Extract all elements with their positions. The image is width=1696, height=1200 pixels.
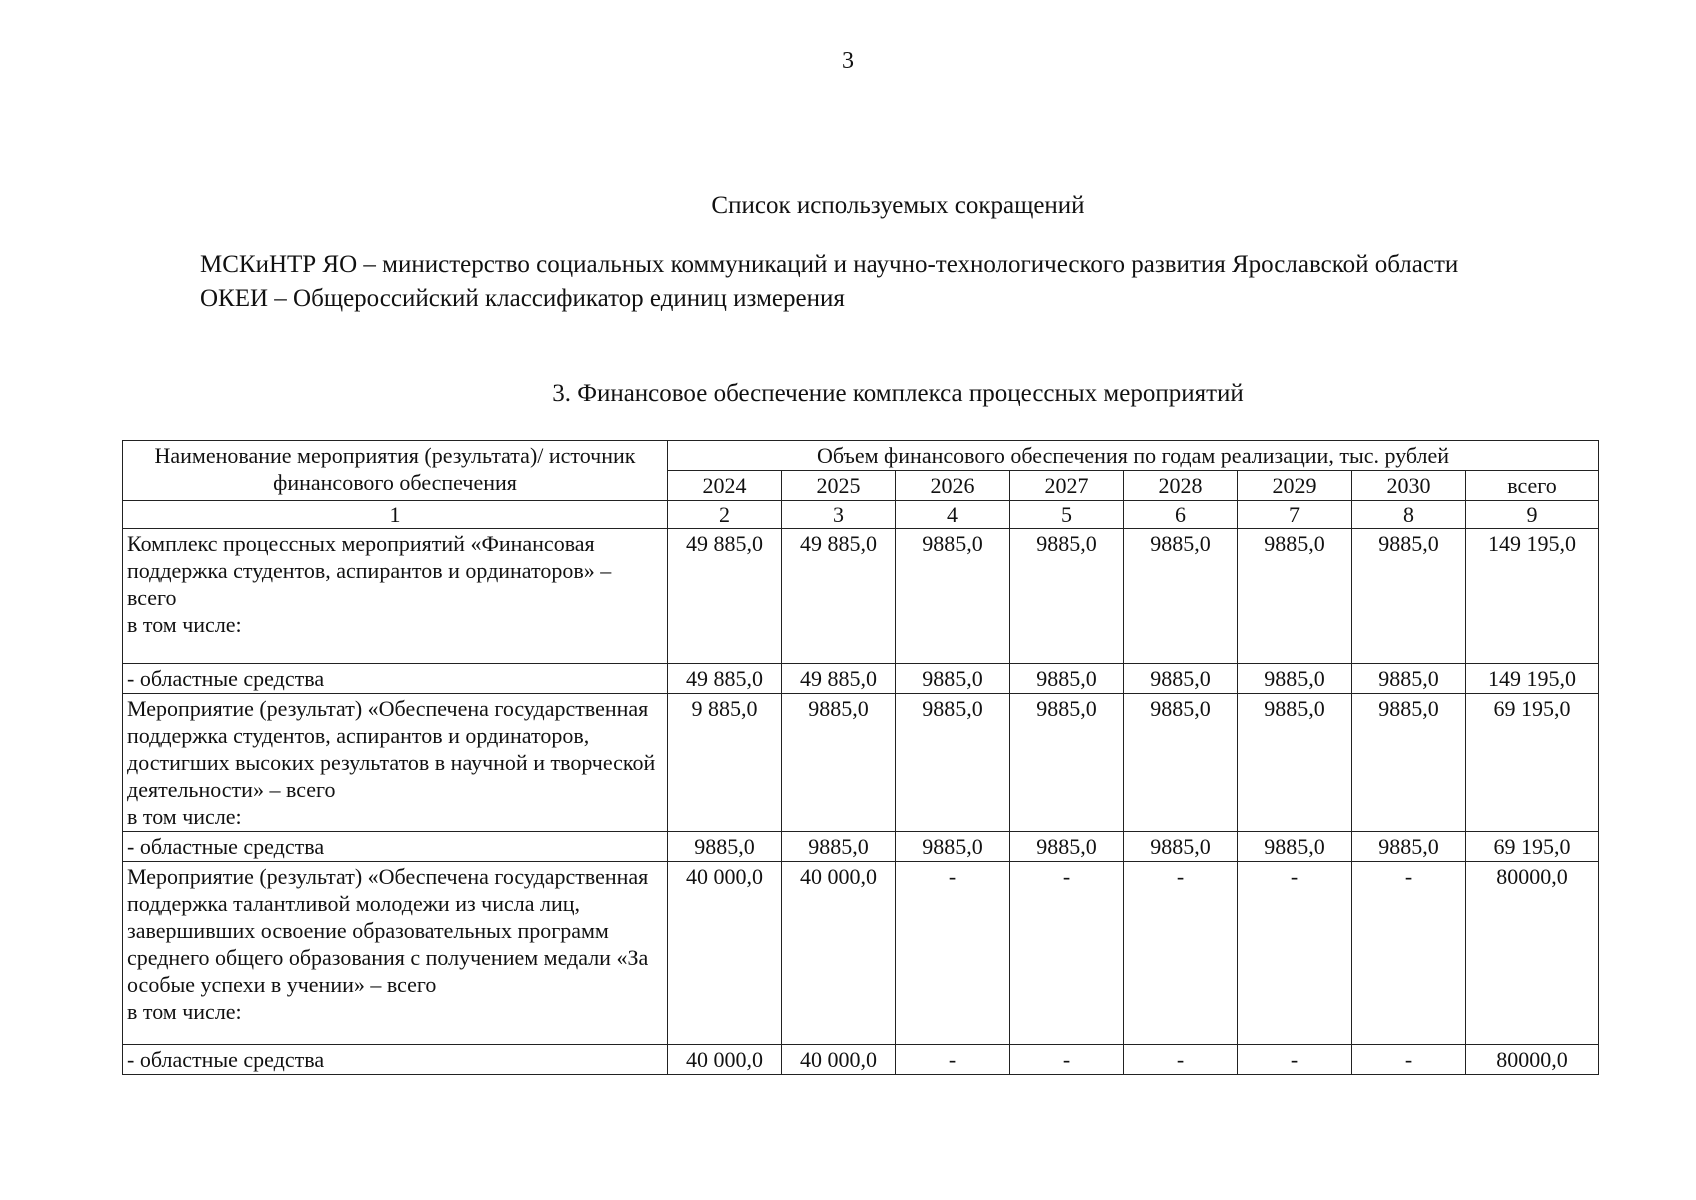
header-year: 2027	[1010, 471, 1124, 501]
row-year-value: 40 000,0	[668, 1045, 782, 1075]
header-year: 2030	[1352, 471, 1466, 501]
column-index: 7	[1238, 501, 1352, 529]
row-year-value: 49 885,0	[782, 664, 896, 694]
column-index: 5	[1010, 501, 1124, 529]
table-body	[123, 529, 1599, 1075]
row-year-value: 49 885,0	[782, 529, 896, 664]
row-year-value: 9885,0	[896, 529, 1010, 664]
row-total-value: 69 195,0	[1466, 694, 1599, 832]
row-year-value: 40 000,0	[782, 1045, 896, 1075]
abbreviations-title: Список используемых сокращений	[711, 192, 1085, 219]
row-name: Комплекс процессных мероприятий «Финансовая поддержка студентов, аспирантов и ординаторов» – всего в том числе:	[123, 529, 668, 664]
row-year-value: -	[1124, 1045, 1238, 1075]
row-year-value: 9885,0	[782, 694, 896, 832]
header-total: всего	[1466, 471, 1599, 501]
section-title: 3. Финансовое обеспечение комплекса процессных мероприятий	[552, 380, 1244, 407]
column-index: 6	[1124, 501, 1238, 529]
row-year-value: -	[896, 1045, 1010, 1075]
row-year-value: 9885,0	[1124, 529, 1238, 664]
header-year: 2028	[1124, 471, 1238, 501]
column-index: 1	[123, 501, 668, 529]
page-number: 3	[842, 48, 854, 74]
row-year-value: 9885,0	[1010, 694, 1124, 832]
header-year: 2025	[782, 471, 896, 501]
abbreviation-item: ОКЕИ – Общероссийский классификатор единиц измерения	[200, 285, 845, 312]
row-year-value: 9885,0	[1010, 529, 1124, 664]
row-year-value: -	[1238, 1045, 1352, 1075]
row-year-value: -	[1010, 862, 1124, 1045]
header-year: 2024	[668, 471, 782, 501]
row-year-value: 9885,0	[668, 832, 782, 862]
row-year-value: 9885,0	[1010, 664, 1124, 694]
row-year-value: 9885,0	[782, 832, 896, 862]
column-index: 8	[1352, 501, 1466, 529]
row-name: - областные средства	[123, 1045, 668, 1075]
abbreviations-list	[130, 250, 1600, 314]
row-year-value: 49 885,0	[668, 529, 782, 664]
row-year-value: 9885,0	[1124, 664, 1238, 694]
row-year-value: 9885,0	[896, 832, 1010, 862]
row-year-value: -	[1010, 1045, 1124, 1075]
row-year-value: 9885,0	[1352, 694, 1466, 832]
row-year-value: 9885,0	[896, 664, 1010, 694]
row-year-value: 9885,0	[1238, 832, 1352, 862]
row-year-value: -	[1352, 862, 1466, 1045]
row-year-value: 40 000,0	[782, 862, 896, 1045]
row-year-value: 9 885,0	[668, 694, 782, 832]
abbreviation-item: МСКиНТР ЯО – министерство социальных коммуникаций и научно-технологического развития Ярославской области	[200, 251, 1459, 278]
table-row	[123, 832, 1599, 862]
table-row	[123, 1045, 1599, 1075]
row-total-value: 149 195,0	[1466, 529, 1599, 664]
row-total-value: 80000,0	[1466, 862, 1599, 1045]
row-year-value: 9885,0	[1238, 664, 1352, 694]
row-year-value: 9885,0	[1352, 664, 1466, 694]
table-row	[123, 694, 1599, 832]
table-row	[123, 664, 1599, 694]
row-name: - областные средства	[123, 664, 668, 694]
row-name: - областные средства	[123, 832, 668, 862]
header-year: 2029	[1238, 471, 1352, 501]
row-year-value: 9885,0	[1238, 694, 1352, 832]
row-year-value: 9885,0	[1352, 529, 1466, 664]
table-row	[123, 862, 1599, 1045]
table-row	[123, 529, 1599, 664]
row-year-value: -	[1352, 1045, 1466, 1075]
row-total-value: 80000,0	[1466, 1045, 1599, 1075]
column-index: 3	[782, 501, 896, 529]
row-year-value: 49 885,0	[668, 664, 782, 694]
financing-table	[122, 440, 1599, 1075]
row-year-value: -	[1238, 862, 1352, 1045]
column-index: 2	[668, 501, 782, 529]
column-index: 4	[896, 501, 1010, 529]
row-year-value: 9885,0	[896, 694, 1010, 832]
row-year-value: 9885,0	[1238, 529, 1352, 664]
row-year-value: 9885,0	[1124, 832, 1238, 862]
row-name: Мероприятие (результат) «Обеспечена государственная поддержка студентов, аспирантов и ординаторов, достигших высоких результатов в научной и творческой деятельности» – всего в том числе:	[123, 694, 668, 832]
row-year-value: 40 000,0	[668, 862, 782, 1045]
column-index: 9	[1466, 501, 1599, 529]
row-year-value: -	[1124, 862, 1238, 1045]
table-index-row	[123, 501, 1599, 529]
header-year: 2026	[896, 471, 1010, 501]
row-year-value: -	[896, 862, 1010, 1045]
row-year-value: 9885,0	[1010, 832, 1124, 862]
header-volume-column: Объем финансового обеспечения по годам реализации, тыс. рублей	[668, 441, 1599, 471]
table-header-row	[123, 441, 1599, 471]
row-total-value: 69 195,0	[1466, 832, 1599, 862]
row-year-value: 9885,0	[1124, 694, 1238, 832]
row-year-value: 9885,0	[1352, 832, 1466, 862]
row-total-value: 149 195,0	[1466, 664, 1599, 694]
header-name-column: Наименование мероприятия (результата)/ источник финансового обеспечения	[123, 441, 668, 501]
row-name: Мероприятие (результат) «Обеспечена государственная поддержка талантливой молодежи из числа лиц, завершивших освоение образовательных программ среднего общего образования с получением медали «За особые успехи в учении» – всего в том числе:	[123, 862, 668, 1045]
